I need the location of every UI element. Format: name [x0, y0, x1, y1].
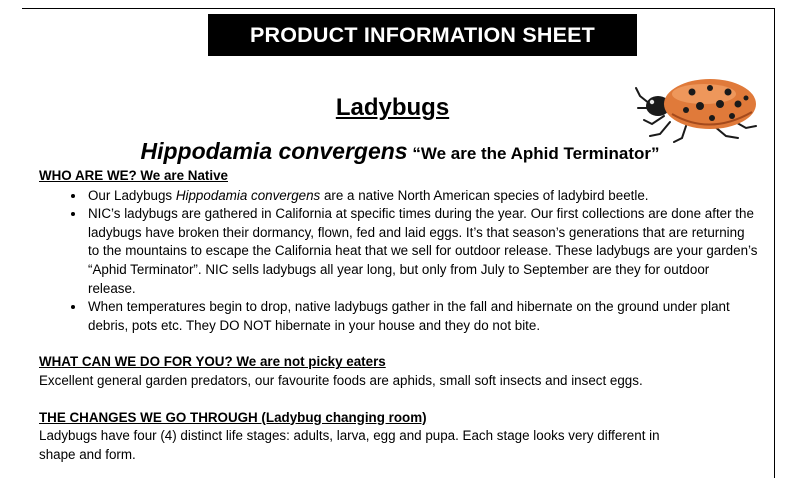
list-item: • When temperatures begin to drop, native ladybugs gather in the fall and hibernate on the ground under plant debris, pots etc. They DO NOT hibernate in your house and they do not bite.: [86, 298, 759, 335]
document-body: [39, 167, 759, 464]
section-heading-who-are-we: WHO ARE WE? We are Native: [39, 168, 228, 183]
section-heading-what-can-we-do: WHAT CAN WE DO FOR YOU? We are not picky eaters: [39, 354, 386, 370]
tagline: “We are the Aphid Terminator”: [407, 144, 660, 163]
page-border-top: [22, 8, 775, 9]
subtitle: [0, 138, 785, 165]
scientific-name: Hippodamia convergens: [140, 138, 408, 164]
page-border-right: [774, 8, 775, 478]
section-heading-changes: THE CHANGES WE GO THROUGH (Ladybug changing room): [39, 409, 427, 425]
header-banner: PRODUCT INFORMATION SHEET: [208, 14, 637, 56]
list-item: • NIC’s ladybugs are gathered in California at specific times during the year. Our first collections are done after the ladybugs have broken their dormancy, flown, fed and laid eggs. It’s that season’s generations that are returning to the mountains to escape the California heat that we sell for outdoor release. These ladybugs are your garden’s “Aphid Terminator”. NIC sells ladybugs all year long, but only from July to September are they for outdoor release.: [86, 205, 759, 298]
species-name: Hippodamia convergens: [175, 187, 321, 203]
list-item: • Our Ladybugs Hippodamia convergens are a native North American species of ladybird beetle.: [86, 187, 759, 206]
document-title: Ladybugs: [335, 94, 450, 121]
who-are-we-list: [39, 187, 759, 336]
section-paragraph: Ladybugs have four (4) distinct life stages: adults, larva, egg and pupa. Each stage looks very different in shape and form.: [39, 428, 660, 462]
section-paragraph: Excellent general garden predators, our favourite foods are aphids, small soft insects and insect eggs.: [39, 372, 643, 388]
